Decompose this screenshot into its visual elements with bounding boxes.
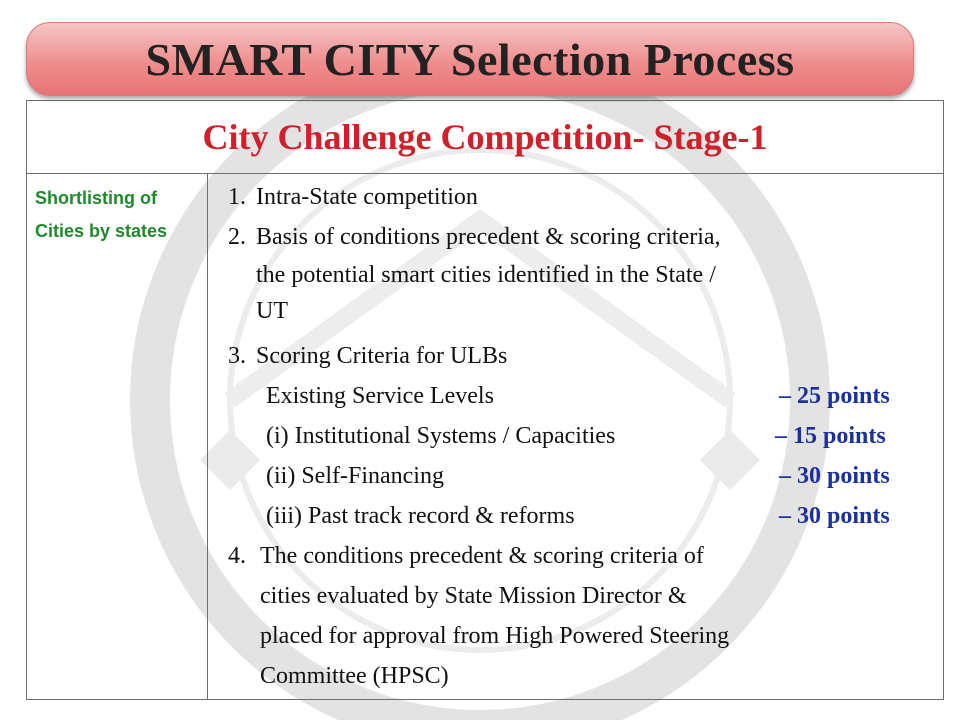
criteria-label: (ii) Self-Financing (266, 463, 444, 489)
list-item-line: Committee (HPSC) (260, 663, 449, 689)
criteria-points: – 30 points (779, 503, 890, 529)
left-cell (27, 174, 208, 699)
criteria-label: Existing Service Levels (266, 383, 494, 409)
list-item-line: placed for approval from High Powered Steering (260, 623, 730, 649)
content-table (26, 100, 944, 700)
slide-title: SMART CITY Selection Process (145, 33, 795, 85)
list-item: Intra-State competition (256, 184, 478, 210)
criteria-points: – 30 points (779, 463, 890, 489)
list-item-line: the potential smart cities identified in the State / (256, 262, 716, 288)
criteria-label: (i) Institutional Systems / Capacities (266, 423, 616, 449)
list-item: Scoring Criteria for ULBs (256, 343, 508, 369)
item-number: 3. (228, 343, 246, 369)
stage-heading: City Challenge Competition- Stage-1 (202, 117, 768, 157)
right-cell (208, 174, 943, 699)
criteria-points: – 25 points (779, 383, 890, 409)
table-header (27, 101, 943, 174)
item-number: 2. (228, 224, 246, 250)
list-item-line: UT (256, 298, 288, 324)
list-item-line: Basis of conditions precedent & scoring criteria, (256, 224, 721, 250)
list-item-line: cities evaluated by State Mission Director & (260, 583, 687, 609)
title-banner (26, 22, 914, 96)
criteria-points: – 15 points (775, 423, 886, 449)
criteria-label: (iii) Past track record & reforms (266, 503, 575, 529)
left-label: Shortlisting of Cities by states (35, 188, 168, 241)
item-number: 1. (228, 184, 246, 210)
list-item-line: The conditions precedent & scoring criteria of (260, 543, 704, 569)
item-number: 4. (228, 543, 246, 569)
